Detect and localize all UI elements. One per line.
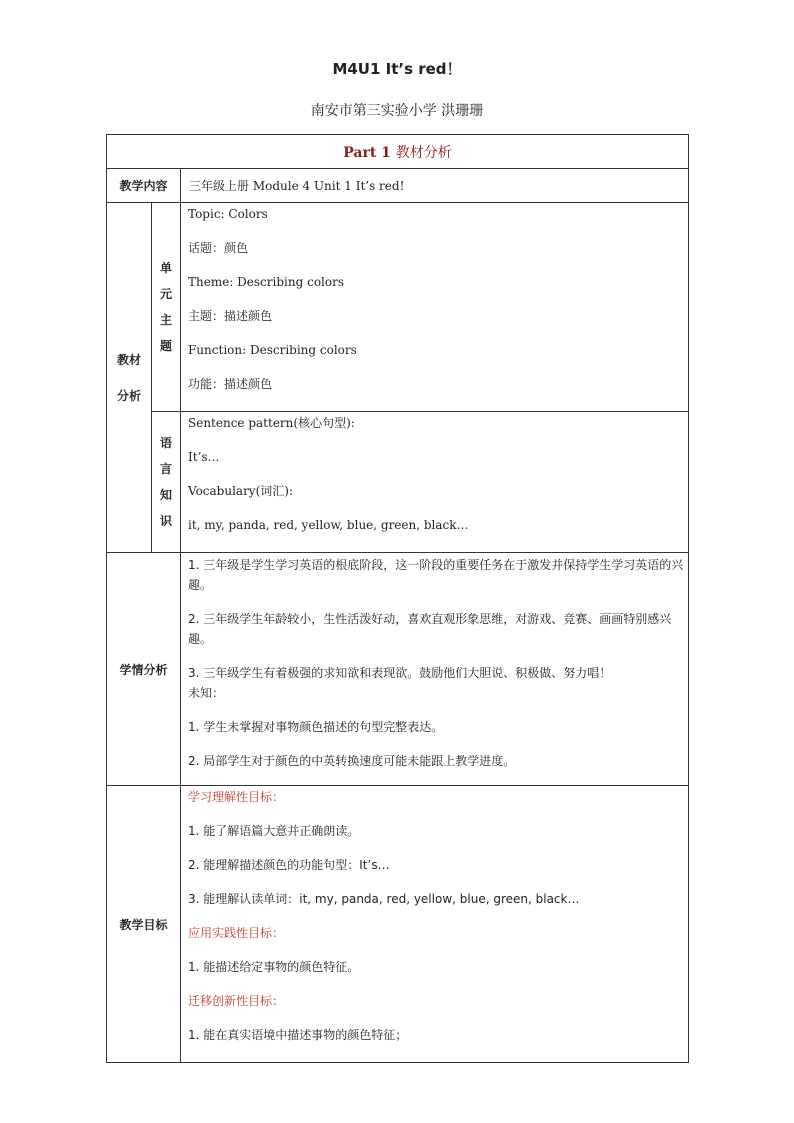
language-char: 言 xyxy=(159,462,172,476)
document-title: M4U1 It’s red！ xyxy=(332,60,462,78)
unit-theme-char: 主 xyxy=(159,313,172,327)
language-char: 语 xyxy=(159,436,172,450)
unknown-heading: 未知： xyxy=(188,686,225,700)
unknown-point-2: 2. 局部学生对于颜色的中英转换速度可能未能跟上教学进度。 xyxy=(188,754,516,768)
learner-point-1: 1. 三年级是学生学习英语的根底阶段，这一阶段的重要任务在于激发并保持学生学习英语的兴趣。 xyxy=(188,558,684,592)
sentence-pattern-line: Sentence pattern(核心句型): xyxy=(188,416,355,430)
vocabulary-words-line: it, my, panda, red, yellow, blue, green, black… xyxy=(188,518,469,532)
learner-analysis-content xyxy=(181,553,689,786)
document-author: 南安市第三实验小学 洪珊珊 xyxy=(310,103,484,119)
theme-line: Theme: Describing colors xyxy=(188,275,344,289)
teaching-goals-label: 教学目标 xyxy=(107,786,181,1063)
topic-line: Topic: Colors xyxy=(188,207,268,221)
content-label: 教学内容 xyxy=(107,169,181,203)
analysis-label-line1: 教材 xyxy=(116,352,141,367)
part-heading xyxy=(107,135,689,169)
theme-cn-line: 主题：描述颜色 xyxy=(188,309,273,323)
language-knowledge-label xyxy=(152,412,181,553)
language-char: 知 xyxy=(159,488,172,502)
topic-cn-line: 话题：颜色 xyxy=(188,241,249,255)
goal-item: 3. 能理解认读单词：it, my, panda, red, yellow, blue, green, black… xyxy=(188,892,580,906)
goal-heading-practice: 应用实践性目标： xyxy=(188,926,285,940)
learner-analysis-label: 学情分析 xyxy=(107,553,181,786)
unit-theme-content xyxy=(181,203,689,412)
part-heading-text: 教材分析 xyxy=(395,144,452,161)
analysis-label xyxy=(107,203,152,553)
language-knowledge-content xyxy=(181,412,689,553)
function-cn-line: 功能：描述颜色 xyxy=(188,377,273,391)
goal-item: 1. 能在真实语境中描述事物的颜色特征； xyxy=(188,1028,408,1042)
function-line: Function: Describing colors xyxy=(188,343,357,357)
unit-theme-label xyxy=(152,203,181,412)
unit-theme-char: 单 xyxy=(159,261,172,275)
unknown-point-1: 1. 学生未掌握对事物颜色描述的句型完整表达。 xyxy=(188,720,444,734)
learner-point-2: 2. 三年级学生年龄较小，生性活泼好动，喜欢直观形象思维，对游戏、竞赛、画画特别感兴趣。 xyxy=(188,612,672,646)
unit-theme-char: 元 xyxy=(159,287,172,301)
part-heading-prefix: Part 1 xyxy=(343,144,396,161)
learner-point-3: 3. 三年级学生有着极强的求知欲和表现欲。鼓励他们大胆说、积极做、努力唱！ xyxy=(188,666,612,680)
goal-item: 1. 能描述给定事物的颜色特征。 xyxy=(188,960,360,974)
goal-heading-innovation: 迁移创新性目标： xyxy=(188,994,285,1008)
goal-item: 2. 能理解描述颜色的功能句型：It’s… xyxy=(188,858,390,872)
content-value: 三年级上册 Module 4 Unit 1 It’s red! xyxy=(181,169,689,203)
sentence-example-line: It’s… xyxy=(188,450,220,464)
vocabulary-line: Vocabulary(词汇): xyxy=(188,484,293,498)
goal-item: 1. 能了解语篇大意并正确朗读。 xyxy=(188,824,360,838)
lesson-plan-table xyxy=(106,134,689,1063)
analysis-label-line2: 分析 xyxy=(116,388,141,403)
goal-heading-understanding: 学习理解性目标： xyxy=(188,790,285,804)
unit-theme-char: 题 xyxy=(159,339,172,353)
teaching-goals-content xyxy=(181,786,689,1063)
language-char: 识 xyxy=(159,514,172,528)
